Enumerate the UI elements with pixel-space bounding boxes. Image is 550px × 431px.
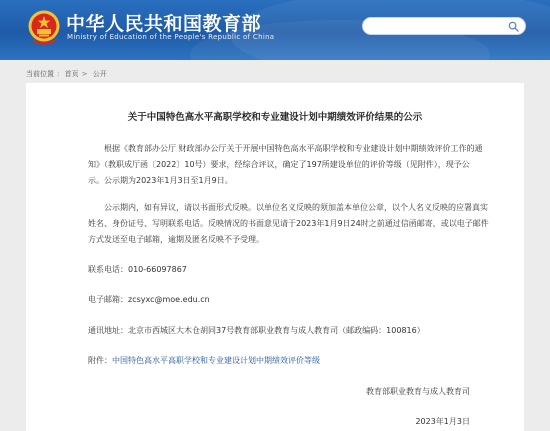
contact-email: 电子邮箱：zcsyxc@moe.edu.cn bbox=[88, 295, 210, 304]
contact-phone: 联系电话：010-66097867 bbox=[88, 265, 187, 274]
site-subtitle: Ministry of Education of the People's Republic of China bbox=[67, 33, 275, 41]
paragraph-line: 知》（教职成厅函〔2022〕10号）要求，经综合评议，确定了197所建设单位的评价等级（见附件），现予公 bbox=[88, 160, 470, 169]
site-header bbox=[0, 0, 550, 60]
attachment-label: 附件： bbox=[88, 356, 112, 365]
site-title[interactable]: 中华人民共和国教育部 bbox=[66, 13, 262, 35]
paragraph-line: 公示期内，如有异议，请以书面形式反映。以单位名义反映的须加盖本单位公章，以个人名义反映的应署真实 bbox=[104, 203, 488, 212]
breadcrumb: 当前位置 : 首页 > 公开 bbox=[26, 70, 107, 78]
paragraph-line: 姓名、身份证号、写明联系电话。反映情况的书面意见请于2023年1月9日24时之前通过信函邮寄，或以电子邮件 bbox=[88, 219, 489, 228]
article-title: 关于中国特色高水平高职学校和专业建设计划中期绩效评价结果的公示 bbox=[127, 112, 423, 123]
article-paragraph-1 bbox=[88, 141, 486, 189]
search-input[interactable] bbox=[362, 17, 526, 35]
attachment-link[interactable]: 中国特色高水平高职学校和专业建设计划中期绩效评价等级 bbox=[112, 356, 320, 365]
paragraph-line: 方式发送至电子邮箱，逾期及匿名反映不予受理。 bbox=[88, 235, 264, 244]
national-emblem-icon[interactable] bbox=[27, 9, 61, 45]
search-icon[interactable] bbox=[508, 21, 519, 32]
signature: 教育部职业教育与成人教育司 bbox=[366, 387, 470, 396]
article-paragraph-2 bbox=[88, 200, 489, 248]
paragraph-line: 根据《教育部办公厅 财政部办公厅关于开展中国特色高水平高职学校和专业建设计划中期绩效评价工作的通 bbox=[104, 144, 483, 153]
article-panel bbox=[26, 83, 524, 431]
breadcrumb-home-link[interactable]: 首页 bbox=[64, 70, 79, 78]
attachment-row bbox=[88, 353, 486, 369]
breadcrumb-public-link[interactable]: 公开 bbox=[92, 70, 107, 78]
breadcrumb-label: 当前位置 bbox=[26, 70, 54, 78]
contact-address: 通讯地址：北京市西城区大木仓胡同37号教育部职业教育与成人教育司（邮政编码：100816） bbox=[88, 326, 425, 335]
publish-date: 2023年1月3日 bbox=[415, 417, 470, 426]
paragraph-line: 示。公示期为2023年1月3日至1月9日。 bbox=[88, 176, 233, 185]
